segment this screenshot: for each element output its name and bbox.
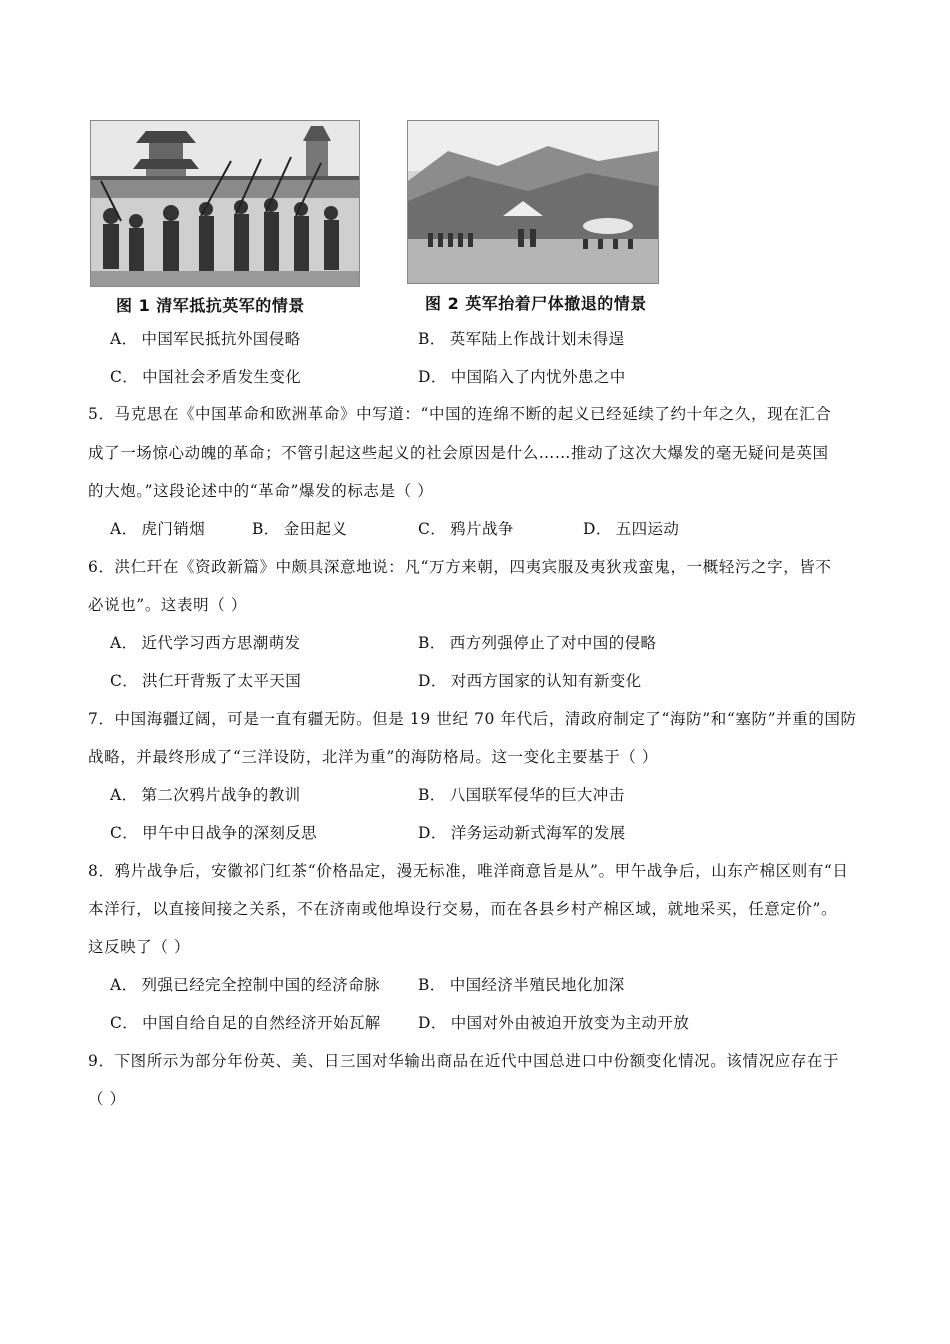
q5-stem-line-3: 的大炮。”这段论述中的“革命”爆发的标志是（ ） (88, 482, 434, 500)
q6-option-b: B． 西方列强停止了对中国的侵略 (418, 634, 657, 652)
q4-option-a: A． 中国军民抵抗外国侵略 (110, 330, 301, 348)
figure-1-caption: 图 1 清军抵抗英军的情景 (116, 296, 305, 315)
q6-stem-line-1: 6．洪仁玕在《资政新篇》中颇具深意地说：凡“万方来朝，四夷宾服及夷狄戎蛮鬼，一概轻污之字，皆不 (88, 558, 832, 576)
q8-option-c: C． 中国自给自足的自然经济开始瓦解 (110, 1014, 381, 1032)
figure-2-caption: 图 2 英军抬着尸体撤退的情景 (425, 294, 647, 313)
q5-option-a: A． 虎门销烟 (110, 520, 206, 538)
q4-option-b: B． 英军陆上作战计划未得逞 (418, 330, 625, 348)
q7-option-d: D． 洋务运动新式海军的发展 (418, 824, 626, 842)
q9-stem-line-2: （ ） (88, 1090, 126, 1108)
q5-option-c: C． 鸦片战争 (418, 520, 514, 538)
q4-option-c: C． 中国社会矛盾发生变化 (110, 368, 302, 386)
q6-stem-line-2: 必说也”。这表明（ ） (88, 596, 247, 614)
q5-option-d: D． 五四运动 (583, 520, 680, 538)
battle-scene-icon (91, 121, 359, 286)
q5-stem-line-1: 5．马克思在《中国革命和欧洲革命》中写道：“中国的连绵不断的起义已经延续了约十年之久，现在汇合 (88, 405, 832, 423)
q7-stem-line-2: 战略，并最终形成了“三洋设防，北洋为重”的海防格局。这一变化主要基于（ ） (88, 748, 658, 766)
q7-option-a: A． 第二次鸦片战争的教训 (110, 786, 301, 804)
q7-option-b: B． 八国联军侵华的巨大冲击 (418, 786, 625, 804)
q6-option-c: C． 洪仁玕背叛了太平天国 (110, 672, 302, 690)
q7-option-c: C． 甲午中日战争的深刻反思 (110, 824, 318, 842)
q5-option-b: B． 金田起义 (252, 520, 348, 538)
q8-stem-line-2: 本洋行，以直接间接之关系，不在济南或他埠设行交易，而在各县乡村产棉区域，就地采买，任意定价”。 (88, 900, 838, 918)
figure-2-image (407, 120, 659, 284)
q9-stem-line-1: 9．下图所示为部分年份英、美、日三国对华输出商品在近代中国总进口中份额变化情况。该情况应存在于 (88, 1052, 840, 1070)
q8-stem-line-3: 这反映了（ ） (88, 938, 191, 956)
q6-option-a: A． 近代学习西方思潮萌发 (110, 634, 301, 652)
q8-option-a: A． 列强已经完全控制中国的经济命脉 (110, 976, 381, 994)
q8-option-b: B． 中国经济半殖民地化加深 (418, 976, 625, 994)
q4-option-d: D． 中国陷入了内忧外患之中 (418, 368, 626, 386)
q6-option-d: D． 对西方国家的认知有新变化 (418, 672, 642, 690)
landscape-retreat-icon (408, 121, 658, 283)
q5-stem-line-2: 成了一场惊心动魄的革命；不管引起这些起义的社会原因是什么……推动了这次大爆发的毫无疑问是英国 (88, 444, 829, 462)
q8-stem-line-1: 8．鸦片战争后，安徽祁门红茶“价格品定，漫无标准，唯洋商意旨是从”。甲午战争后，山东产棉区则有“日 (88, 862, 849, 880)
q8-option-d: D． 中国对外由被迫开放变为主动开放 (418, 1014, 690, 1032)
figure-1-image (90, 120, 360, 287)
q7-stem-line-1: 7．中国海疆辽阔，可是一直有疆无防。但是 19 世纪 70 年代后，清政府制定了“海防”和“塞防”并重的国防 (88, 710, 857, 728)
